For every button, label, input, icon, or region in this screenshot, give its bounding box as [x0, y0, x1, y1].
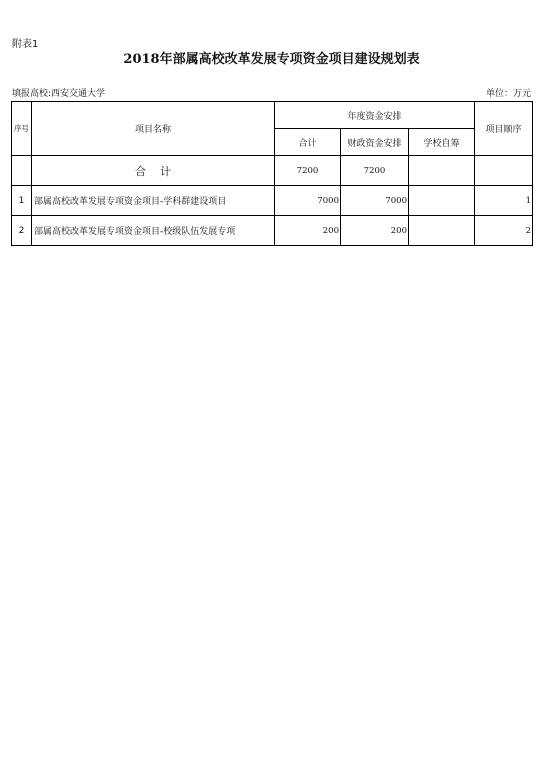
- header-annual-funding: 年度资金安排: [275, 102, 475, 129]
- header-seq: 序号: [12, 102, 32, 156]
- row-seq: 2: [12, 216, 32, 246]
- table-row: [12, 216, 533, 246]
- total-row-order: [475, 156, 533, 186]
- page-title: 2018年部属高校改革发展专项资金项目建设规划表: [123, 52, 420, 67]
- row-project-name: 部属高校改革发展专项资金项目-校级队伍发展专项: [32, 216, 275, 246]
- total-row-seq: [12, 156, 32, 186]
- header-school-funds: 学校自筹: [409, 129, 475, 156]
- total-row-school: [409, 156, 475, 186]
- row-school: [409, 186, 475, 216]
- total-row-total: 7200: [275, 156, 341, 186]
- header-total: 合计: [275, 129, 341, 156]
- row-order: 1: [475, 186, 533, 216]
- table-row: [12, 186, 533, 216]
- fill-unit-label: 填报高校:西安交通大学: [12, 89, 106, 99]
- header-project-name: 项目名称: [32, 102, 275, 156]
- appendix-label: 附表1: [12, 39, 39, 50]
- planning-table: [11, 101, 533, 246]
- row-order: 2: [475, 216, 533, 246]
- row-fiscal: 200: [341, 216, 409, 246]
- row-total: 200: [275, 216, 341, 246]
- row-project-name: 部属高校改革发展专项资金项目-学科群建设项目: [32, 186, 275, 216]
- row-total: 7000: [275, 186, 341, 216]
- total-row-fiscal: 7200: [341, 156, 409, 186]
- row-seq: 1: [12, 186, 32, 216]
- header-fiscal-funds: 财政资金安排: [341, 129, 409, 156]
- header-project-order: 项目顺序: [475, 102, 533, 156]
- total-row-label: 合 计: [32, 156, 275, 186]
- row-school: [409, 216, 475, 246]
- total-row: [12, 156, 533, 186]
- unit-label: 单位：万元: [485, 89, 531, 99]
- row-fiscal: 7000: [341, 186, 409, 216]
